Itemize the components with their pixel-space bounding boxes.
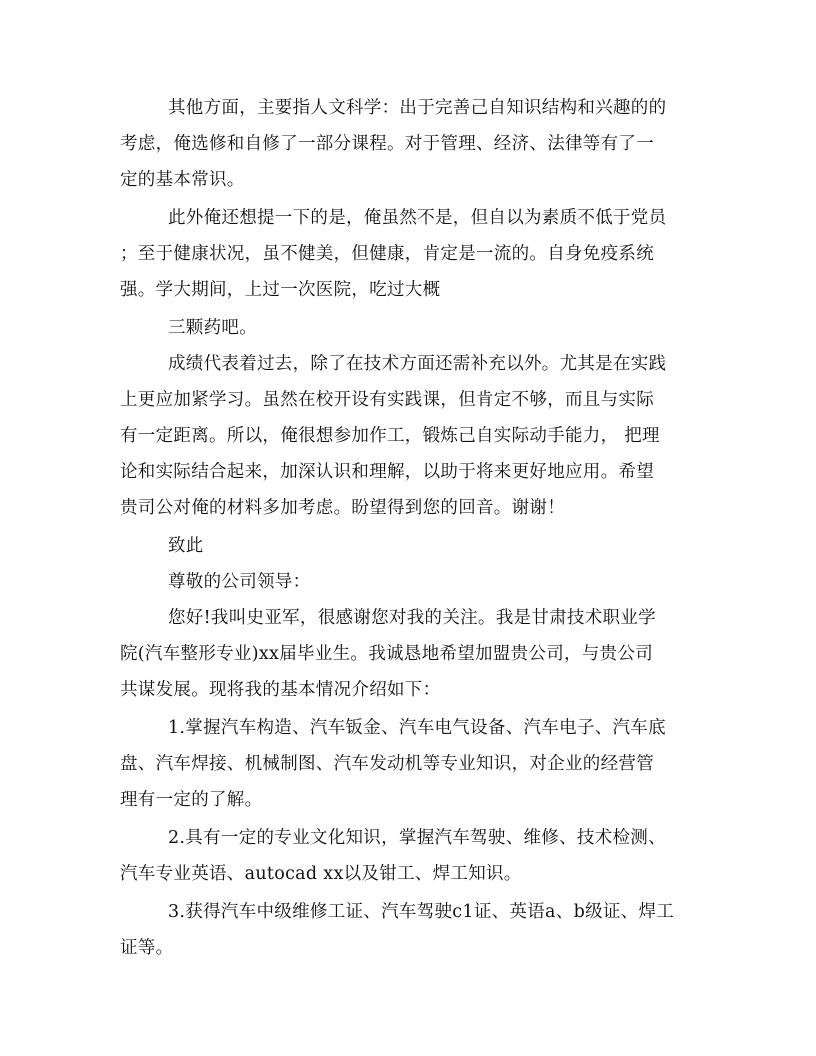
paragraph-line: ；至于健康状况，虽不健美，但健康，肯定是一流的。自身免疫系统 [120, 244, 654, 264]
paragraph-line: 定的基本常识。 [120, 170, 245, 190]
closing-line: 致此 [168, 536, 204, 556]
paragraph-line: 强。学大期间，上过一次医院，吃过大概 [120, 280, 441, 300]
paragraph-line: 您好!我叫史亚军，很感谢您对我的关注。我是甘肃技术职业学 [168, 608, 656, 628]
list-item-line: 2.具有一定的专业文化知识，掌握汽车驾驶、维修、技术检测、 [168, 828, 666, 848]
paragraph-line: 共谋发展。现将我的基本情况介绍如下： [120, 680, 441, 700]
paragraph-line: 此外俺还想提一下的是，俺虽然不是，但自以为素质不低于党员 [168, 208, 667, 228]
paragraph-line: 贵司公对俺的材料多加考虑。盼望得到您的回音。谢谢！ [120, 498, 565, 518]
list-item-line: 理有一定的了解。 [120, 790, 263, 810]
list-item-line: 3.获得汽车中级维修工证、汽车驾驶c1证、英语a、b级证、焊工 [168, 902, 675, 922]
list-item-line: 证等。 [120, 938, 174, 958]
paragraph-line: 院(汽车整形专业)xx届毕业生。我诚恳地希望加盟贵公司，与贵公司 [120, 644, 653, 664]
paragraph-line: 其他方面，主要指人文科学：出于完善己自知识结构和兴趣的的 [168, 98, 667, 118]
paragraph-line: 成绩代表着过去，除了在技术方面还需补充以外。尤其是在实践 [168, 354, 667, 374]
paragraph-line: 有一定距离。所以，俺很想参加作工，锻炼己自实际动手能力， 把理 [120, 426, 660, 446]
salutation-line: 尊敬的公司领导： [168, 572, 311, 592]
paragraph-line: 三颗药吧。 [168, 318, 257, 338]
paragraph-line: 考虑，俺选修和自修了一部分课程。对于管理、经济、法律等有了一 [120, 134, 654, 154]
list-item-line: 1.掌握汽车构造、汽车钣金、汽车电气设备、汽车电子、汽车底 [168, 718, 666, 738]
list-item-line: 汽车专业英语、autocad xx以及钳工、焊工知识。 [120, 864, 522, 884]
paragraph-line: 论和实际结合起来，加深认识和理解，以助于将来更好地应用。希望 [120, 462, 654, 482]
paragraph-line: 上更应加紧学习。虽然在校开设有实践课，但肯定不够，而且与实际 [120, 390, 654, 410]
list-item-line: 盘、汽车焊接、机械制图、汽车发动机等专业知识，对企业的经营管 [120, 754, 654, 774]
